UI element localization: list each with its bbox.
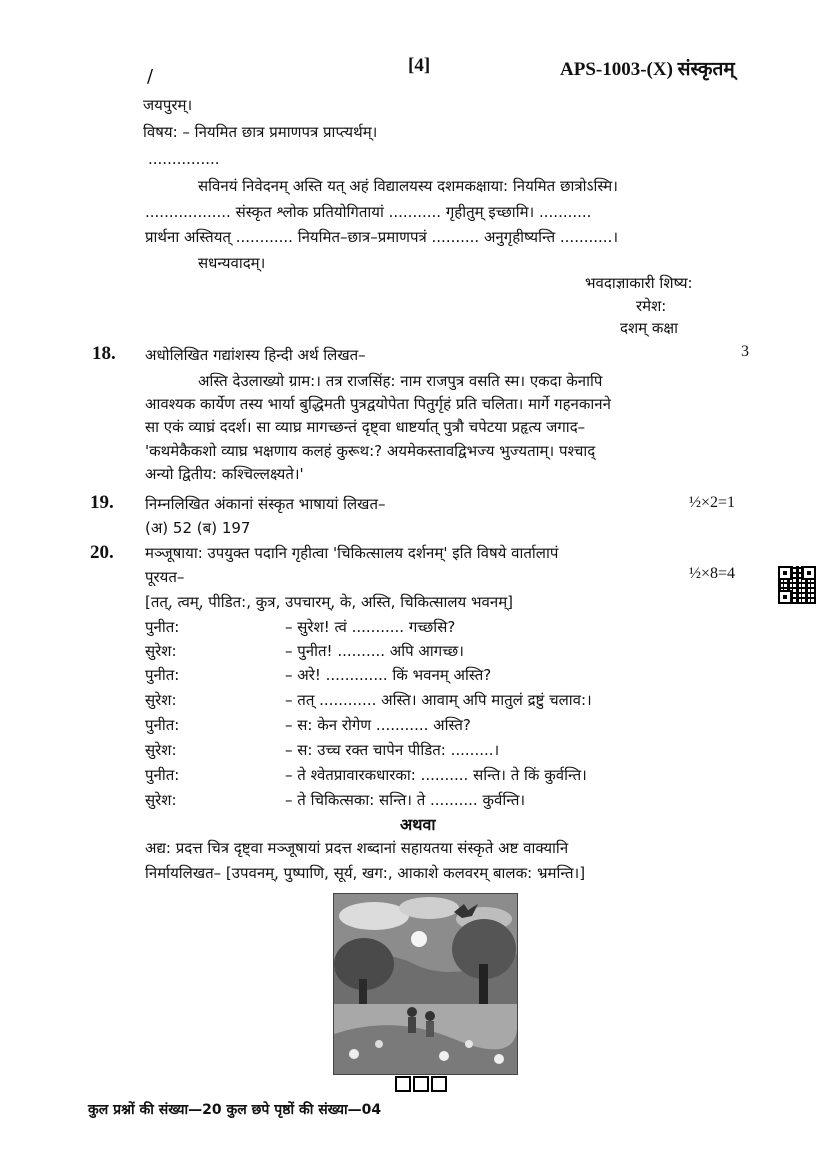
passage-line: सा एकं व्याघ्रं ददर्श। सा व्याघ्र मागच्छन्तं दृष्ट्वा धाष्टर्यात् पुत्रौ चपेटया प्रहृत्य जगाद–	[145, 418, 586, 436]
dialogue-line: – पुनीत! .......... अपि आगच्छ।	[285, 642, 464, 660]
footer-summary: कुल प्रश्नों की संख्या—20 कुल छपे पृष्ठों की संख्या—04	[88, 1102, 382, 1118]
letter-blank: ...............	[148, 150, 220, 168]
speaker: पुनीत:	[145, 666, 180, 684]
garden-scene-image	[333, 893, 518, 1075]
question-number-19: 19.	[90, 492, 114, 513]
speaker: सुरेश:	[145, 791, 177, 809]
question-19-items: (अ) 52 (ब) 197	[145, 519, 251, 537]
end-square	[395, 1076, 411, 1092]
question-19-marks: ½×2=1	[689, 494, 736, 511]
dialogue-line: – अरे! ............. किं भवनम् अस्ति?	[285, 666, 492, 684]
passage-line: अस्ति देउलाख्यो ग्राम:। तत्र राजसिंह: नाम राजपुत्र वसति स्म। एकदा केनापि	[198, 372, 603, 390]
dialogue-line: – सुरेश! त्वं ........... गच्छसि?	[285, 618, 456, 636]
or-separator: अथवा	[400, 815, 436, 834]
speaker: पुनीत:	[145, 716, 180, 734]
question-number-20: 20.	[90, 542, 114, 563]
end-square	[413, 1076, 429, 1092]
end-marks	[395, 1076, 449, 1096]
letter-thanks: सधन्यवादम्।	[198, 254, 266, 272]
question-19-title: निम्नलिखित अंकानां संस्कृत भाषायां लिखत–	[145, 495, 386, 513]
passage-line: आवश्यक कार्येण तस्य भार्या बुद्धिमती पुत्रद्वयोपेता पितुर्गृहं प्रति चलिता। मार्गे गहनकानने	[145, 395, 611, 413]
letter-signature: भवदाज्ञाकारी शिष्य:	[585, 274, 693, 292]
speaker: सुरेश:	[145, 691, 177, 709]
question-number-18: 18.	[92, 343, 116, 364]
letter-body-line: प्रार्थना अस्तियत् ............ नियमित–छात्र–प्रमाणपत्रं .......... अनुगृहीष्यन्ति ...........।	[145, 228, 619, 246]
question-20-marks: ½×8=4	[689, 565, 736, 582]
qr-code-icon	[778, 566, 816, 604]
alternative-question-line: अद्य: प्रदत्त चित्र दृष्ट्वा मञ्जूषायां प्रदत्त शब्दानां सहायतया संस्कृते अष्ट वाक्यानि	[145, 839, 569, 857]
question-18-title: अधोलिखित गद्यांशस्य हिन्दी अर्थ लिखत–	[145, 346, 366, 364]
alternative-question-line: निर्मायलिखत– [उपवनम्, पुष्पाणि, सूर्य, खग:, आकाशे कलवरम् बालक: भ्रमन्ति।]	[145, 864, 586, 882]
letter-body-line: सविनयं निवेदनम् अस्ति यत् अहं विद्यालयस्य दशमकक्षाया: नियमित छात्रोऽस्मि।	[198, 177, 618, 195]
passage-line: 'कथमेकैकशो व्याघ्र भक्षणाय कलहं कुरूथ:? अयमेकस्तावद्विभज्य भुज्यताम्। पश्चाद्	[145, 442, 596, 460]
speaker: सुरेश:	[145, 741, 177, 759]
speaker: सुरेश:	[145, 642, 177, 660]
letter-signer-name: रमेश:	[636, 297, 667, 315]
word-box: [तत्, त्वम्, पीडित:, कुत्र, उपचारम्, के, अस्ति, चिकित्सालय भवनम्]	[145, 593, 514, 611]
letter-signer-class: दशम् कक्षा	[620, 319, 679, 337]
dialogue-line: – स: उच्च रक्त चापेन पीडित: .........।	[285, 741, 500, 759]
letter-city: जयपुरम्।	[143, 96, 193, 114]
garden-scene-drawing	[334, 894, 517, 1074]
question-20-title-cont: पूरयत–	[145, 568, 185, 586]
end-square	[431, 1076, 447, 1092]
page-number: [4]	[408, 55, 431, 76]
speaker: पुनीत:	[145, 766, 180, 784]
speaker: पुनीत:	[145, 618, 180, 636]
letter-body-line: .................. संस्कृत श्लोक प्रतियोगितायां ........... गृहीतुम् इच्छामि। ...........	[145, 203, 592, 221]
dialogue-line: – स: केन रोगेण ........... अस्ति?	[285, 716, 471, 734]
question-18-marks: 3	[741, 343, 749, 360]
question-20-title: मञ्जूषाया: उपयुक्त पदानि गृहीत्वा 'चिकित्सालय दर्शनम्' इति विषये वार्तालापं	[145, 544, 559, 562]
dialogue-line: – तत् ............ अस्ति। आवाम् अपि मातुलं द्रष्टुं चलाव:।	[285, 691, 592, 709]
pen-mark: /	[147, 66, 154, 87]
paper-code: APS-1003-(X) संस्कृतम्	[560, 59, 735, 80]
passage-line: अन्यो द्वितीय: कश्चिल्लक्ष्यते।'	[145, 465, 304, 483]
letter-subject: विषय: – नियमित छात्र प्रमाणपत्र प्राप्त्यर्थम्।	[143, 123, 378, 141]
dialogue-line: – ते चिकित्सका: सन्ति। ते .......... कुर्वन्ति।	[285, 791, 526, 809]
dialogue-line: – ते श्वेतप्रावारकधारका: .......... सन्ति। ते किं कुर्वन्ति।	[285, 766, 587, 784]
